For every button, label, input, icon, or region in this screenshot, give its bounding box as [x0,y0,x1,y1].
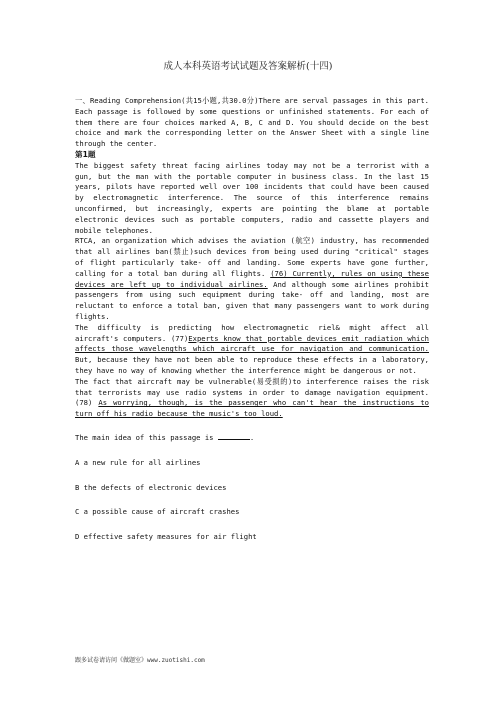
option-a: A a new rule for all airlines [75,457,201,467]
underlined-sentence-77: Experts know that portable devices emit radiation which affects those wavelengths which aircraft use for navigation and communication. [75,333,430,354]
option-d: D effective safety measures for air flight [75,532,257,542]
paragraph-2-text-b: And although some airlines prohibit passengers from using such equipment during take- off and landing, most are reluctant to enforce a total ban, given that many passengers want to work during flights. [75,279,430,321]
paragraph-4-text-a: The fact that aircraft may be vulnerable(易受损的)to interference raises the risk that terrorists may use radio systems in order to damage navigation equipment. (78) [75,376,429,408]
answer-blank [218,432,250,440]
option-c: C a possible cause of aircraft crashes [75,507,240,517]
passage-paragraph-2 [75,236,429,322]
document-body [75,96,429,543]
passage-paragraph-4 [75,377,429,420]
underlined-sentence-78: As worrying, though, is the passenger who can't hear the instructions to turn off his radio because the music's too loud. [75,398,430,419]
question-number-heading: 第1题 [75,149,96,159]
paragraph-2-text-a: RTCA, an organization which advises the aviation (航空) industry, has recommended that all airlines ban(禁止)such devices from being used during "critical" stages of flight particularly take- off and landing. Some experts have gone further, calling for a total ban during all flights. [75,236,429,278]
passage-paragraph-3 [75,323,429,377]
question-stem [75,432,429,444]
paragraph-3-text-a: The difficulty is predicting how electromagnetic riel& might affect all aircraft's computers. (77) [75,322,429,343]
instructions-paragraph: 一、Reading Comprehension(共15小题,共30.0分)There are serval passages in this part. Each passage is followed by some questions or unfinished statements. For each of them there are four choices marked A, B, C and D. You should decide on the best choice and mark the corresponding letter on the Answer Sheet with a single line through the center. [75,96,429,149]
option-b: B the defects of electronic devices [75,482,227,492]
page-footer: 跟多试卷请访问《做题室》www.zuotishi.com [75,657,205,664]
paragraph-3-text-b: But, because they have not been able to reproduce these effects in a laboratory, they have no way of knowing whether the interference might be dangerous or not. [75,355,429,375]
passage-paragraph-1: The biggest safety threat facing airlines today may not be a terrorist with a gun, but the man with the portable computer in business class. In the last 15 years, pilots have reported well over 100 incidents that could have been caused by electromagnetic interference. The source of this interference remains unconfirmed, but increasingly, experts are pointing the blame at portable electronic devices such as portable computers, radio and cassette players and mobile telephones. [75,160,429,235]
underlined-sentence-76: (76) Currently, rules on using these devices are left up to individual airlines. [75,268,430,289]
document-title: 成人本科英语考试试题及答案解析(十四) [163,61,333,72]
question-end: . [249,432,255,442]
question-text: The main idea of this passage is [75,432,214,442]
